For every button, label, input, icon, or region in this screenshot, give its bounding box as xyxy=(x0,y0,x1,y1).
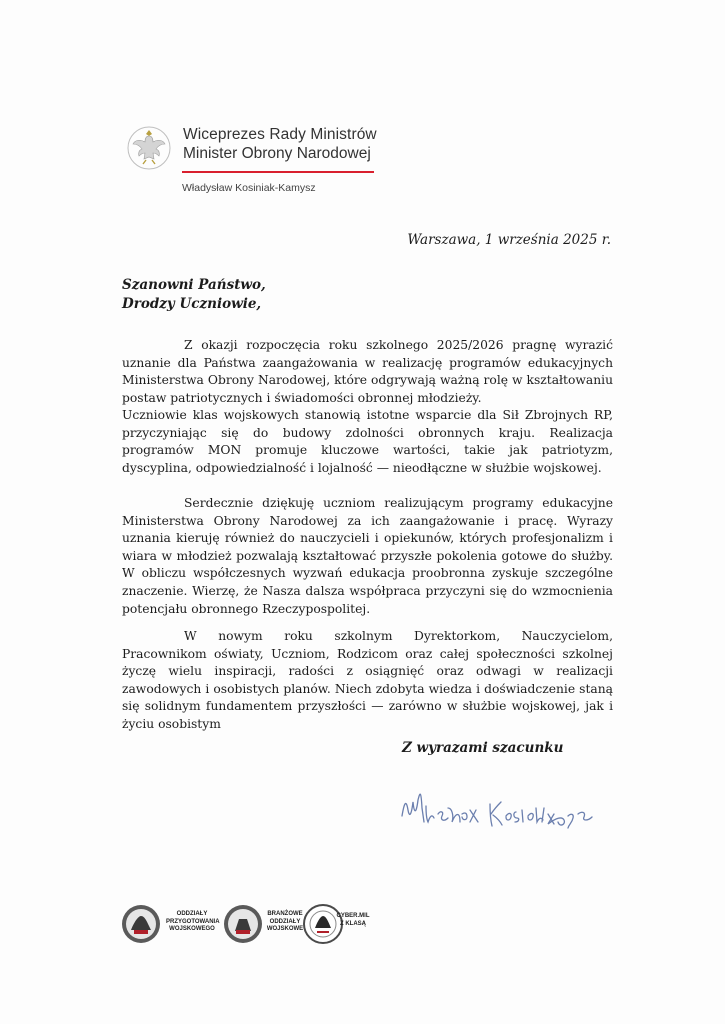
salutation-line2: Drodzy Uczniowie, xyxy=(122,296,262,312)
letter-paragraph-2: Uczniowie klas wojskowych stanowią istotne wsparcie dla Sił Zbrojnych RP, przyczyniając się do budowy zdolności obronnych kraju. Realizacja programów MON promuje kluczowe wartości, takie jak patriotyzm, dyscyplina, odpowiedzialność i lojalność — nieodłączne w służbie wojskowej. xyxy=(122,408,613,475)
oddzialy-przygotowania-wojskowego-logo-icon xyxy=(121,904,161,944)
handwritten-signature xyxy=(398,786,598,834)
minister-name: Władysław Kosiniak-Kamysz xyxy=(182,182,316,194)
closing-phrase: Z wyrazami szacunku xyxy=(402,740,564,756)
dateline: Warszawa, 1 września 2025 r. xyxy=(407,232,611,248)
logo-1-line-1: ODDZIAŁY xyxy=(176,911,208,917)
logo-2-line-2: ODDZIAŁY xyxy=(269,918,301,925)
branzowe-oddzialy-wojskowe-logo-icon xyxy=(223,904,263,944)
logo-3-line-1: CYBER.MIL xyxy=(336,913,370,919)
logo-label-1 xyxy=(166,911,218,934)
logo-label-3 xyxy=(331,913,375,928)
letter-paragraph-1: Z okazji rozpoczęcia roku szkolnego 2025/2026 pragnę wyrazić uznanie dla Państwa zaangażowania w realizację programów edukacyjnych Ministerstwa Obrony Narodowej, które odgrywają ważną rolę w kształtowaniu postaw patriotycznych i świadomości obronnej młodzieży. xyxy=(122,338,613,405)
letter-paragraph-4: W nowym roku szkolnym Dyrektorkom, Nauczycielom, Pracownikom oświaty, Uczniom, Rodzicom oraz całej społeczności szkolnej życzę wielu inspiracji, radości z osiągnięć oraz odwagi w realizacji zawodowych i osobistych planów. Niech zdobyta wiedza i doświadczenie staną się solidnym fundamentem przyszłości — zarówno w służbie wojskowej, jak i życiu osobistym xyxy=(122,629,613,731)
letter-paragraph-3: Serdecznie dziękuję uczniom realizującym programy edukacyjne Ministerstwa Obrony Narodowej za ich zaangażowanie i pracę. Wyrazy uznania kieruję również do nauczycieli i opiekunów, których profesjonalizm i wiara w młodzież pozwalają kształtować przyszłe pokolenia gotowe do służby. W obliczu współczesnych wyzwań edukacja proobronna zyskuje szczególne znaczenie. Wierzę, że Nasza dalsza współpraca przyczyni się do wzmocnienia potencjału obronnego Rzeczypospolitej. xyxy=(122,496,613,616)
salutation-line1: Szanowni Państwo, xyxy=(122,277,266,293)
logo-1-line-2: PRZYGOTOWANIA xyxy=(166,918,220,925)
logo-2-line-3: WOJSKOWE xyxy=(266,926,304,932)
logo-2-line-1: BRANŻOWE xyxy=(267,911,303,917)
header-divider xyxy=(182,171,374,173)
office-title-line2: Minister Obrony Narodowej xyxy=(183,145,371,162)
logo-1-line-3: WOJSKOWEGO xyxy=(169,926,215,932)
logo-3-line-2: Z KLASĄ xyxy=(340,920,366,927)
office-title-line1: Wiceprezes Rady Ministrów xyxy=(183,126,377,143)
polish-eagle-emblem-icon xyxy=(126,122,172,174)
